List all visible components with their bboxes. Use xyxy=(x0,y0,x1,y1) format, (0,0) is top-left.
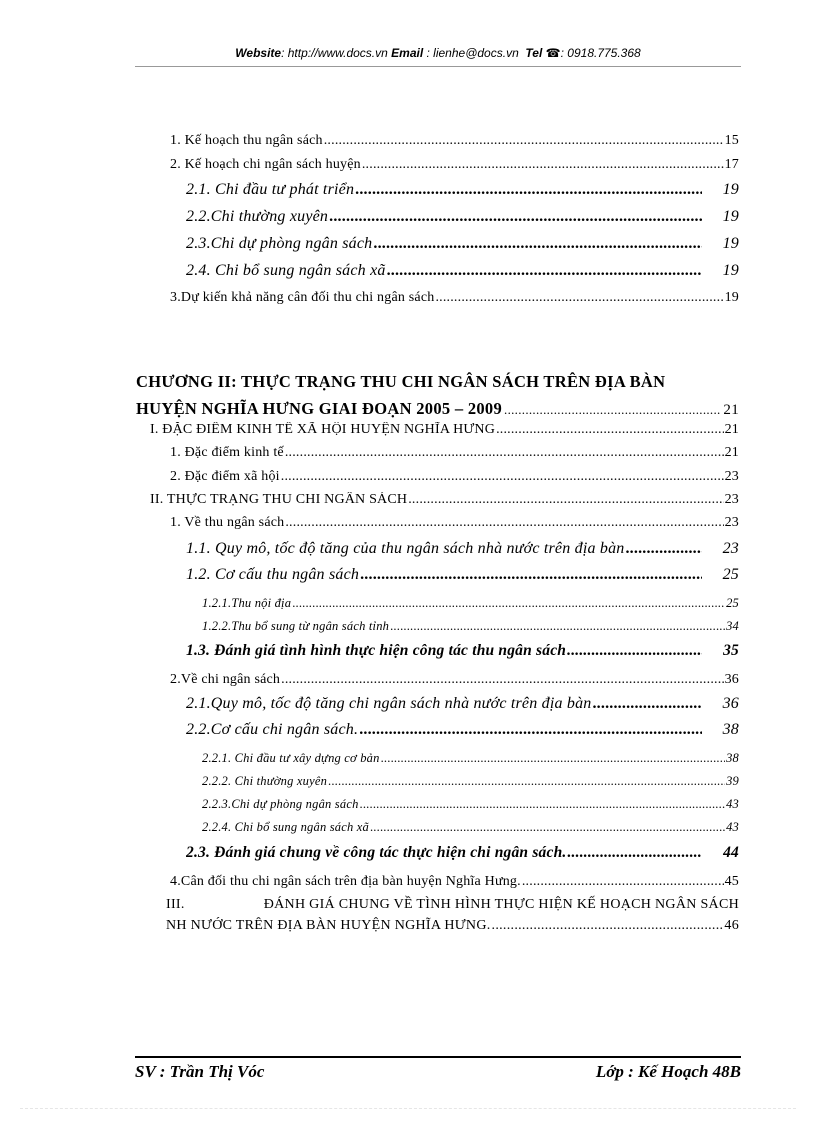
toc-label: 2.2.2. Chi thường xuyên xyxy=(202,774,328,788)
website-label: Website xyxy=(235,46,282,60)
toc-label: 2.2.Chi thường xuyên xyxy=(186,208,329,225)
dot-leader xyxy=(285,515,723,531)
toc-page: 19 xyxy=(722,262,739,279)
toc-page: 21 xyxy=(724,422,739,437)
toc-page: 19 xyxy=(722,235,739,252)
dot-leader xyxy=(285,445,724,461)
toc-label: 1.1. Quy mô, tốc độ tăng của thu ngân sách nhà nước trên địa bàn xyxy=(186,540,625,557)
phone-icon: ☎ xyxy=(545,46,561,60)
toc-label: 2.3. Đánh giá chung về công tác thực hiện chi ngân sách. xyxy=(186,844,567,861)
toc-page: 44 xyxy=(723,844,739,861)
toc-label: 2.Về chi ngân sách xyxy=(170,672,281,687)
toc-line xyxy=(202,596,739,611)
toc-label: 2.2.1. Chi đầu tư xây dựng cơ bản xyxy=(202,751,380,765)
dot-leader xyxy=(360,797,726,812)
website-value: : http://www.docs.vn xyxy=(281,46,388,60)
dot-leader xyxy=(387,262,702,280)
toc-page: 43 xyxy=(726,797,739,811)
dot-leader xyxy=(362,157,724,173)
email-value: : lienhe@docs.vn xyxy=(423,46,519,60)
chapter-heading xyxy=(136,368,739,424)
dot-leader xyxy=(504,396,721,423)
toc-label: 4.Cân đối thu chi ngân sách trên địa bàn huyện Nghĩa Hưng. xyxy=(170,874,521,889)
toc-page: 45 xyxy=(724,874,739,889)
dot-leader xyxy=(592,695,702,713)
toc-line xyxy=(170,290,739,306)
toc-page: 38 xyxy=(722,721,739,738)
footer-divider xyxy=(135,1056,741,1058)
dot-leader xyxy=(281,672,723,688)
toc-page: 38 xyxy=(726,751,739,765)
dot-leader xyxy=(360,566,702,584)
chapter-title-line1: CHƯƠNG II: THỰC TRẠNG THU CHI NGÂN SÁCH TRÊN ĐỊA BÀN xyxy=(136,372,666,391)
toc-line xyxy=(170,445,739,461)
toc-line xyxy=(170,515,739,531)
toc-label: 1. Về thu ngân sách xyxy=(170,515,285,530)
toc-page: 39 xyxy=(726,774,739,788)
dot-leader xyxy=(370,820,725,835)
toc-line xyxy=(202,797,739,812)
toc-page: 15 xyxy=(724,133,739,148)
toc-label: 2.3.Chi dự phòng ngân sách xyxy=(186,235,373,252)
toc-line xyxy=(186,540,739,558)
toc-page: 34 xyxy=(726,619,739,633)
toc-line xyxy=(202,820,739,835)
toc-line xyxy=(170,469,739,485)
toc-page: 23 xyxy=(724,492,739,507)
dot-leader xyxy=(359,721,702,739)
dot-leader xyxy=(435,290,723,306)
toc-line xyxy=(186,208,739,226)
toc-page: 19 xyxy=(724,290,739,305)
dot-leader xyxy=(625,540,702,558)
dot-leader xyxy=(408,492,723,508)
toc-label: 1.2.2.Thu bổ sung từ ngân sách tỉnh xyxy=(202,619,390,633)
toc-label: 1.2. Cơ cấu thu ngân sách xyxy=(186,566,360,583)
toc-page: 23 xyxy=(722,540,739,557)
dot-leader xyxy=(328,774,725,789)
toc-page: 36 xyxy=(724,672,739,687)
section-iii-title-line1: ĐÁNH GIÁ CHUNG VỀ TÌNH HÌNH THỰC HIỆN KẾ HOẠCH NGÂN SÁCH xyxy=(263,897,739,912)
page-edge xyxy=(20,1108,796,1109)
toc-label: 3.Dự kiến khả năng cân đối thu chi ngân sách xyxy=(170,290,435,305)
toc-section-iii xyxy=(166,894,739,936)
dot-leader xyxy=(522,874,724,890)
toc-page: 23 xyxy=(724,515,739,530)
dot-leader xyxy=(390,619,725,634)
chapter-page: 21 xyxy=(723,402,739,418)
dot-leader xyxy=(324,133,724,149)
toc-label: 2. Kế hoạch chi ngân sách huyện xyxy=(170,157,361,172)
toc-line xyxy=(186,695,739,713)
toc-line xyxy=(186,721,739,739)
toc-page: 25 xyxy=(726,596,739,610)
toc-label: 2.2.3.Chi dự phòng ngân sách xyxy=(202,797,359,811)
section-iii-line1 xyxy=(166,894,739,915)
toc-label: 1.2.1.Thu nội địa xyxy=(202,596,292,610)
toc-line xyxy=(186,262,739,280)
tel-value: : 0918.775.368 xyxy=(560,46,641,60)
toc-label: 2.1.Quy mô, tốc độ tăng chi ngân sách nhà nước trên địa bàn xyxy=(186,695,592,712)
dot-leader xyxy=(567,642,702,660)
section-iii-title-line2: NH NƯỚC TRÊN ĐỊA BÀN HUYỆN NGHĨA HƯNG. xyxy=(166,918,491,933)
toc-page: 36 xyxy=(722,695,739,712)
toc-line xyxy=(202,751,739,766)
toc-line xyxy=(170,133,739,149)
toc-page: 35 xyxy=(723,642,739,659)
dot-leader xyxy=(281,469,724,485)
toc-line xyxy=(170,672,739,688)
dot-leader xyxy=(292,596,725,611)
toc-line xyxy=(170,874,739,890)
toc-line xyxy=(186,566,739,584)
toc-label: 1.3. Đánh giá tình hình thực hiện công tác thu ngân sách xyxy=(186,642,567,659)
footer-class: Lớp : Kế Hoạch 48B xyxy=(595,1062,741,1081)
toc-label: 2.2.Cơ cấu chi ngân sách. xyxy=(186,721,359,738)
toc-label: I. ĐẶC ĐIỂM KINH TẾ XÃ HỘI HUYỆN NGHĨA HƯNG xyxy=(150,422,496,437)
toc-label: 2.1. Chi đầu tư phát triển xyxy=(186,181,355,198)
dot-leader xyxy=(373,235,702,253)
toc-label: 2. Đặc điểm xã hội xyxy=(170,469,280,484)
header-divider xyxy=(135,66,741,67)
toc-line xyxy=(186,181,739,199)
toc-line xyxy=(150,422,739,438)
toc-page: 21 xyxy=(724,445,739,460)
page-footer xyxy=(135,1062,741,1082)
toc-label: II. THỰC TRẠNG THU CHI NGÂN SÁCH xyxy=(150,492,408,507)
footer-student: SV : Trần Thị Vóc xyxy=(135,1062,265,1081)
section-iii-number: III. xyxy=(166,897,185,912)
dot-leader xyxy=(355,181,702,199)
chapter-title-line2-row xyxy=(136,395,739,424)
toc-line xyxy=(202,774,739,789)
toc-line xyxy=(150,492,739,508)
page-header xyxy=(135,46,741,60)
toc-label: 1. Đặc điểm kinh tế xyxy=(170,445,284,460)
toc-page: 19 xyxy=(722,181,739,198)
dot-leader xyxy=(329,208,702,226)
toc-label: 1. Kế hoạch thu ngân sách xyxy=(170,133,323,148)
dot-leader xyxy=(496,422,724,438)
toc-line xyxy=(170,157,739,173)
toc-label: 2.2.4. Chi bổ sung ngân sách xã xyxy=(202,820,369,834)
dot-leader xyxy=(381,751,726,766)
section-iii-line2 xyxy=(166,915,739,936)
section-iii-page: 46 xyxy=(724,918,739,933)
tel-label: Tel xyxy=(525,46,543,60)
toc-page: 17 xyxy=(724,157,739,172)
toc-label: 2.4. Chi bổ sung ngân sách xã xyxy=(186,262,386,279)
toc-page: 25 xyxy=(722,566,739,583)
toc-line xyxy=(186,844,739,862)
toc-page: 23 xyxy=(724,469,739,484)
toc-line xyxy=(186,642,739,660)
email-label: Email xyxy=(391,46,424,60)
toc-line xyxy=(202,619,739,634)
toc-page: 43 xyxy=(726,820,739,834)
toc-page: 19 xyxy=(722,208,739,225)
dot-leader xyxy=(492,915,724,936)
chapter-title-line2: HUYỆN NGHĨA HƯNG GIAI ĐOẠN 2005 – 2009 xyxy=(136,399,503,418)
toc-line xyxy=(186,235,739,253)
dot-leader xyxy=(567,844,702,862)
